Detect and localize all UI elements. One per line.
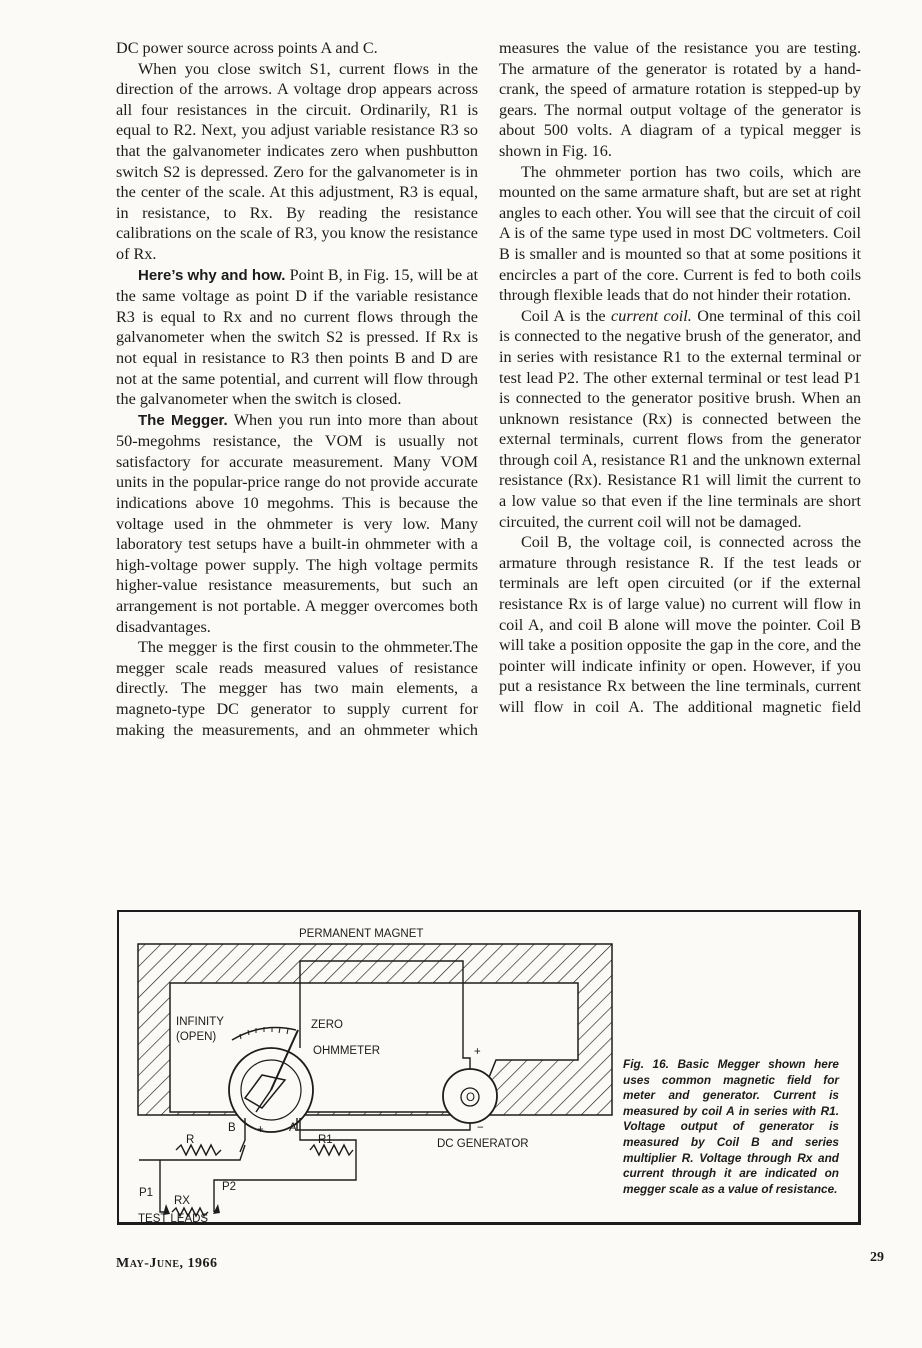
run-in-heading: Here’s why and how. <box>138 266 286 284</box>
label-open: (OPEN) <box>176 1031 217 1043</box>
run-in-heading: The Megger. <box>138 411 228 429</box>
label-rx: RX <box>174 1195 190 1207</box>
label-r: R <box>186 1134 195 1146</box>
paragraph-text: Coil A is the <box>521 306 606 325</box>
page-number: 29 <box>870 1250 884 1265</box>
label-ohmmeter: OHMMETER <box>313 1045 381 1057</box>
label-b-plus: + <box>257 1124 264 1136</box>
permanent-magnet <box>138 944 612 1115</box>
paragraph: Coil B, the voltage coil, is connected across the armature through resistance R. If the test leads or terminals are left open circuited (or if the external resistance Rx is of large value) no current will flow in coil A, and coil B alone will move the pointer. Coil B will take a position opposite the gap in the core, and the pointer will indicate infinity or open. However, if you put a resistance Rx between the line terminals, current will flow in coil A. The additional magnetic field <box>499 533 861 716</box>
figure-caption: Fig. 16. Basic Megger shown here uses common magnetic field for meter and generator. Current is measured by coil A in series with R1. Voltage output of generator is measured by Coil B and series multiplier R. Voltage through Rx and current through it are indicated on megger scale as a value of resistance. <box>623 1057 839 1196</box>
label-test-leads: TEST LEADS <box>138 1213 209 1225</box>
footer-date: May-June, 1966 <box>116 1256 218 1271</box>
label-p2: P2 <box>222 1181 237 1193</box>
resistor-r <box>176 1145 221 1155</box>
resistor-r1 <box>310 1145 353 1155</box>
paragraph-text: One terminal of this coil is connected to the negative brush of the generator, and in series with resistance R1 to the external terminal or test lead P2. The other external terminal or test lead P1 is connected to the generator positive brush. When an unknown resistance (Rx) is connected between the external terminals, current flows from the generator through coil A, resistance R1 and the unknown external resistance (Rx). Resistance R1 will limit the current to a low value so that even if the line terminals are short circuited, the current coil will not be damaged. <box>499 306 861 531</box>
label-r1: R1 <box>318 1134 333 1146</box>
label-b: B <box>228 1122 236 1134</box>
label-generator-minus: − <box>477 1122 484 1134</box>
label-dc-generator: DC GENERATOR <box>437 1138 529 1150</box>
label-infinity: INFINITY <box>176 1016 224 1028</box>
paragraph: When you close switch S1, current flows in the direction of the arrows. A voltage drop appears across all four resistances in the circuit. Ordinarily, R1 is equal to R2. Next, you adjust variable resistance R3 so that the galvanometer indicates zero when pushbutton switch S2 is depressed. Zero for the galvanometer is in the center of the scale. At this adjustment, R3 is equal, in resistance, to Rx. By reading the resistance calibrations on the scale of R3, you know the resistance of Rx. <box>116 59 478 263</box>
paragraph-text: When you run into more than about 50-megohms resistance, the VOM is usually not satisfactory for accurate measurement. Many VOM units in the popular-price range do not provide accurate indications above 10 megohms. This is because the voltage used in the ohmmeter is very low. Many laboratory test setups have a built-in ohmmeter with a high-voltage power supply. The high voltage permits higher-value resistance measurements, but such an arrangement is not portable. A megger overcomes both disadvantages. <box>116 410 478 636</box>
paragraph: DC power source across points A and C. <box>116 39 378 57</box>
label-generator-plus: + <box>474 1046 481 1058</box>
paragraph: measures the value of the resistance you are testing. The armature of the generator is rotated by a hand-crank, the speed of armature rotation is stepped-up by gears. The normal output voltage of the generator is about 500 volts. A diagram of a typical megger is shown in Fig. 16. <box>499 39 861 160</box>
label-permanent-magnet: PERMANENT MAGNET <box>299 928 424 940</box>
label-zero: ZERO <box>311 1019 343 1031</box>
label-generator-symbol: O <box>466 1092 475 1104</box>
paragraph: The megger is the first cousin to the ohmmeter.The megger scale reads measured values of resistance directly. The megger has two main elements, a magneto-type DC generator to supply current for making the measurements, and an ohmmeter which <box>116 638 478 739</box>
label-a: A <box>289 1122 297 1134</box>
paragraph: The ohmmeter portion has two coils, which are mounted on the same armature shaft, but are set at right angles to each other. You will see that the circuit of coil A is of the same type used in most DC voltmeters. Coil B is smaller and is mounted so that at some positions it encircles a part of the core. Current is fed to both coils through flexible leads that do not hinder their rotation. <box>499 162 861 305</box>
paragraph-text: Point B, in Fig. 15, will be at the same voltage as point D if the variable resistance R3 is equal to Rx and no current flows through the galvanometer when the switch S2 is pressed. If Rx is not equal in resistance to R3 then points B and D are not at the same potential, and current will flow through the galvanometer when the switch is closed. <box>116 265 479 409</box>
emphasis: current coil. <box>611 306 692 325</box>
label-p1: P1 <box>139 1187 154 1199</box>
